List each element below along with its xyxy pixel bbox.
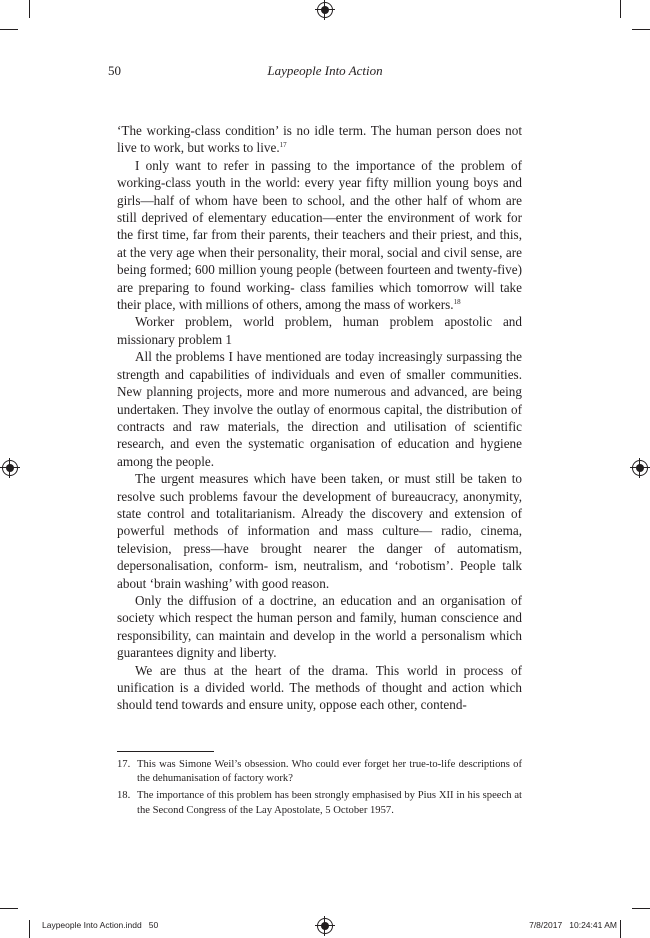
crop-mark-top-left-vertical <box>29 0 30 18</box>
footnote-number: 17. <box>117 759 131 770</box>
footnote-text: The importance of this problem has been strongly emphasised by Pius XII in his speech at the Second Congress of the Lay Apostolate, 5 October 1957. <box>137 790 522 816</box>
paragraph: We are thus at the heart of the drama. This world in process of unification is a divided world. The methods of thought and action which should tend towards and ensure unity, oppose each other, contend- <box>117 662 522 713</box>
registration-mark-left <box>2 460 18 476</box>
crop-mark-top-right-horizontal <box>632 29 650 30</box>
footnote-ref: 17 <box>279 141 287 150</box>
registration-mark-bottom <box>317 918 333 934</box>
footnote <box>117 758 522 786</box>
paragraph: Worker problem, world problem, human problem apostolic and missionary problem 1 <box>117 314 522 347</box>
slug-timestamp: 7/8/2017 10:24:41 AM <box>529 920 617 930</box>
footnote-ref: 18 <box>453 298 461 307</box>
slug-file-info: Laypeople Into Action.indd 50 <box>42 920 159 930</box>
crop-mark-top-right-vertical <box>620 0 621 18</box>
footnote-number: 18. <box>117 790 131 802</box>
book-title: Laypeople Into Action <box>267 63 383 78</box>
paragraph: The urgent measures which have been taken, or must still be taken to resolve such problems favour the development of bureaucracy, anonymity, state control and totalitarianism. Already the discovery and extension of powerful methods of information and mass culture— radio, cinema, television, press—have brought nearer the danger of automatism, depersonalisation, conform- ism, neutralism, and ‘robotism’. People talk about ‘brain washing’ with good reason. <box>117 471 522 591</box>
crop-mark-top-left-horizontal <box>0 29 18 30</box>
footnotes <box>117 758 522 821</box>
registration-dot-icon <box>636 464 644 472</box>
registration-mark-right <box>632 460 648 476</box>
footnote-text: This was Simone Weil’s obsession. Who could ever forget her true-to-life descriptions of the dehumanisation of factory work? <box>137 759 522 785</box>
registration-dot-icon <box>321 922 329 930</box>
registration-dot-icon <box>6 464 14 472</box>
registration-mark-top <box>317 2 333 18</box>
paragraph: Only the diffusion of a doctrine, an education and an organisation of society which respect the human person and family, human conscience and responsibility, can maintain and develop in the world a personalism which guarantees dignity and liberty. <box>117 592 522 661</box>
crop-mark-bottom-right-horizontal <box>632 908 650 909</box>
paragraph: All the problems I have mentioned are today increasingly surpassing the strength and capabilities of individuals and even of smaller communities. New planning projects, more and more numerous and advanced, are being undertaken. They involve the outlay of enormous capital, the distribution of contracts and raw materials, the direction and utilisation of scientific research, and even the systematic organisation of education and hygiene among the people. <box>117 349 522 469</box>
crop-mark-bottom-left-vertical <box>29 920 30 938</box>
footnote <box>117 789 522 817</box>
paragraph-text: ‘The working-class condition’ is no idle term. The human person does not live to work, but works to live. <box>117 123 522 156</box>
paragraph <box>117 157 522 314</box>
paragraph <box>117 122 522 157</box>
paragraph-text: I only want to refer in passing to the importance of the problem of working-class youth in the world: every year fifty million young boys and girls—half of whom have been to school, and the other half of whom are still deprived of elementary education—enter the environment of work for the first time, far from their parents, their teachers and their priest, and this, at the very age when their personality, their moral, social and civil sense, are being formed; 600 million young people (between fourteen and twenty-five) are preparing to found working- class families which tomorrow will take their place, with millions of others, among the mass of workers. <box>117 157 522 313</box>
registration-dot-icon <box>321 6 329 14</box>
page-number: 50 <box>108 63 121 78</box>
crop-mark-bottom-right-vertical <box>620 920 621 938</box>
running-head <box>0 63 650 79</box>
footnote-divider <box>117 751 214 752</box>
crop-mark-bottom-left-horizontal <box>0 908 18 909</box>
body-text <box>117 122 522 714</box>
